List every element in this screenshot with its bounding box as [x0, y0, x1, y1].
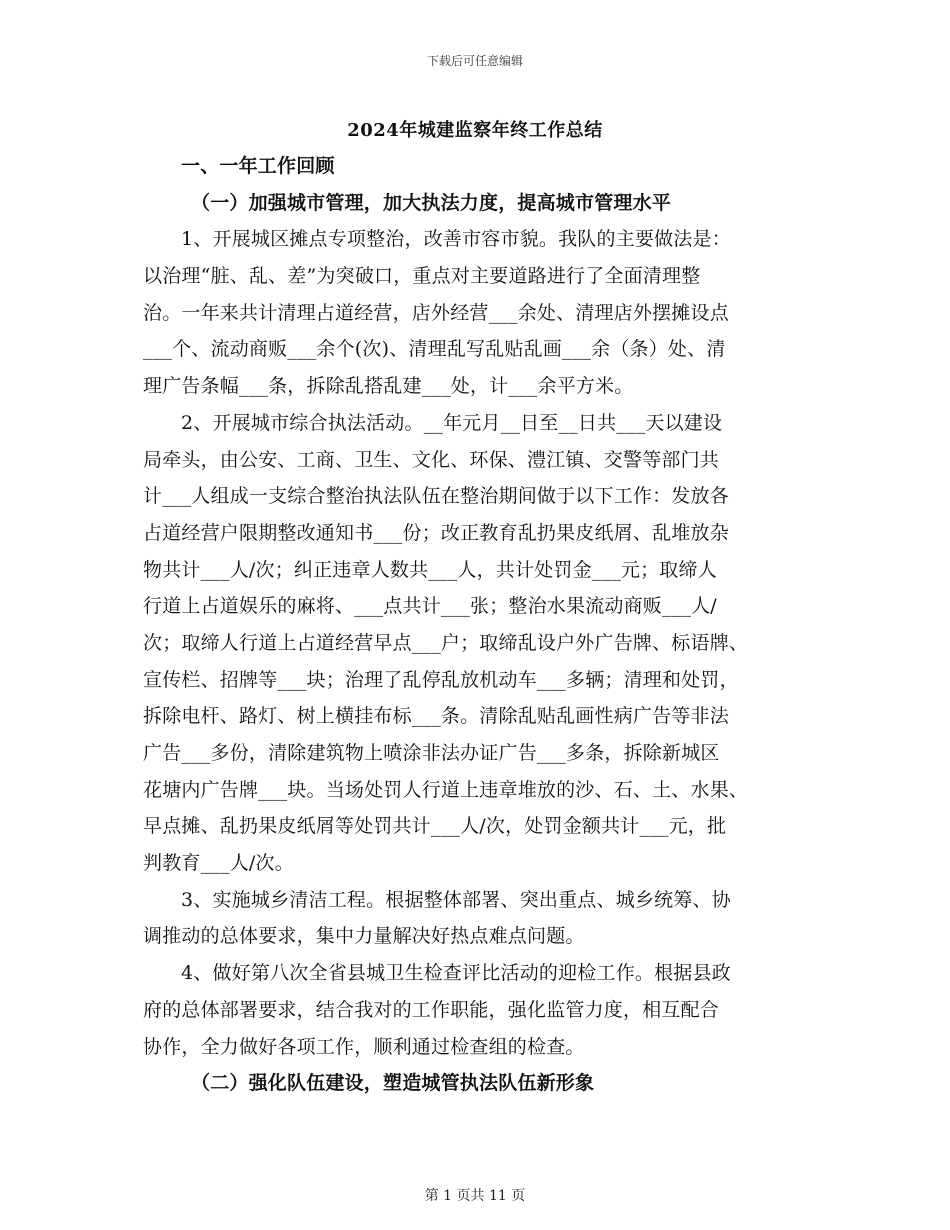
paragraph-line: 1、开展城区摊点专项整治，改善市容市貌。我队的主要做法是： [181, 228, 731, 251]
paragraph-line: 宣传栏、招牌等___块；治理了乱停乱放机动车___多辆；清理和处罚， [143, 668, 739, 691]
paragraph-line: 府的总体部署要求，结合我对的工作职能，强化监管力度，相互配合 [143, 998, 720, 1021]
paragraph-line: 拆除电杆、路灯、树上横挂布标___条。清除乱贴乱画性病广告等非法 [143, 705, 729, 728]
paragraph-line: 3、实施城乡清洁工程。根据整体部署、突出重点、城乡统筹、协 [181, 888, 731, 911]
paragraph-line: 计___人组成一支综合整治执法队伍在整治期间做于以下工作：发放各 [143, 485, 729, 508]
paragraph-line: 2、开展城市综合执法活动。__年元月__日至__日共___天以建设 [181, 411, 723, 434]
paragraph-line: 广告___多份，清除建筑物上喷涂非法办证广告___多条，拆除新城区 [143, 742, 720, 764]
paragraph-line: 治。一年来共计清理占道经营，店外经营___余处、清理店外摆摊设点 [143, 301, 729, 324]
section-heading: 一、一年工作回顾 [181, 155, 335, 177]
page-header: 下载后可任意编辑 [426, 54, 523, 68]
subsection-heading: （二）强化队伍建设，塑造城管执法队伍新形象 [191, 1072, 595, 1095]
paragraph-line: 以治理“脏、乱、差”为突破口，重点对主要道路进行了全面清理整 [143, 265, 701, 288]
paragraph-line: 次；取缔人行道上占道经营早点___户；取缔乱设户外广告牌、标语牌、 [143, 631, 749, 654]
paragraph-line: 物共计___人/次；纠正违章人数共___人，共计处罚金___元；取缔人 [143, 558, 717, 581]
paragraph-line: 判教育___人/次。 [143, 852, 294, 875]
page-number: 第 1 页共 11 页 [424, 1188, 526, 1204]
paragraph-line: 4、做好第八次全省县城卫生检查评比活动的迎检工作。根据县政 [181, 962, 731, 985]
document-body [143, 148, 815, 1102]
paragraph-line: 局牵头，由公安、工商、卫生、文化、环保、澧江镇、交警等部门共 [143, 448, 720, 471]
subsection-heading: （一）加强城市管理，加大执法力度，提高城市管理水平 [191, 191, 672, 214]
paragraph-line: 花塘内广告牌___块。当场处罚人行道上违章堆放的沙、石、土、水果、 [143, 778, 749, 801]
paragraph-line: 协作，全力做好各项工作，顺利通过检查组的检查。 [143, 1035, 585, 1058]
paragraph-line: 占道经营户限期整改通知书___份；改正教育乱扔果皮纸屑、乱堆放杂 [143, 521, 729, 544]
paragraph-line: 调推动的总体要求，集中力量解决好热点难点问题。 [143, 925, 585, 948]
document-title: 2024年城建监察年终工作总结 [347, 120, 603, 141]
paragraph-line: 行道上占道娱乐的麻将、___点共计___张；整治水果流动商贩___人/ [143, 595, 717, 618]
paragraph-line: 理广告条幅___条，拆除乱搭乱建___处，计___余平方米。 [143, 375, 634, 398]
paragraph-line: ___个、流动商贩___余个(次)、清理乱写乱贴乱画___余（条）处、清 [143, 338, 726, 361]
paragraph-line: 早点摊、乱扔果皮纸屑等处罚共计___人/次，处罚金额共计___元，批 [143, 815, 727, 838]
